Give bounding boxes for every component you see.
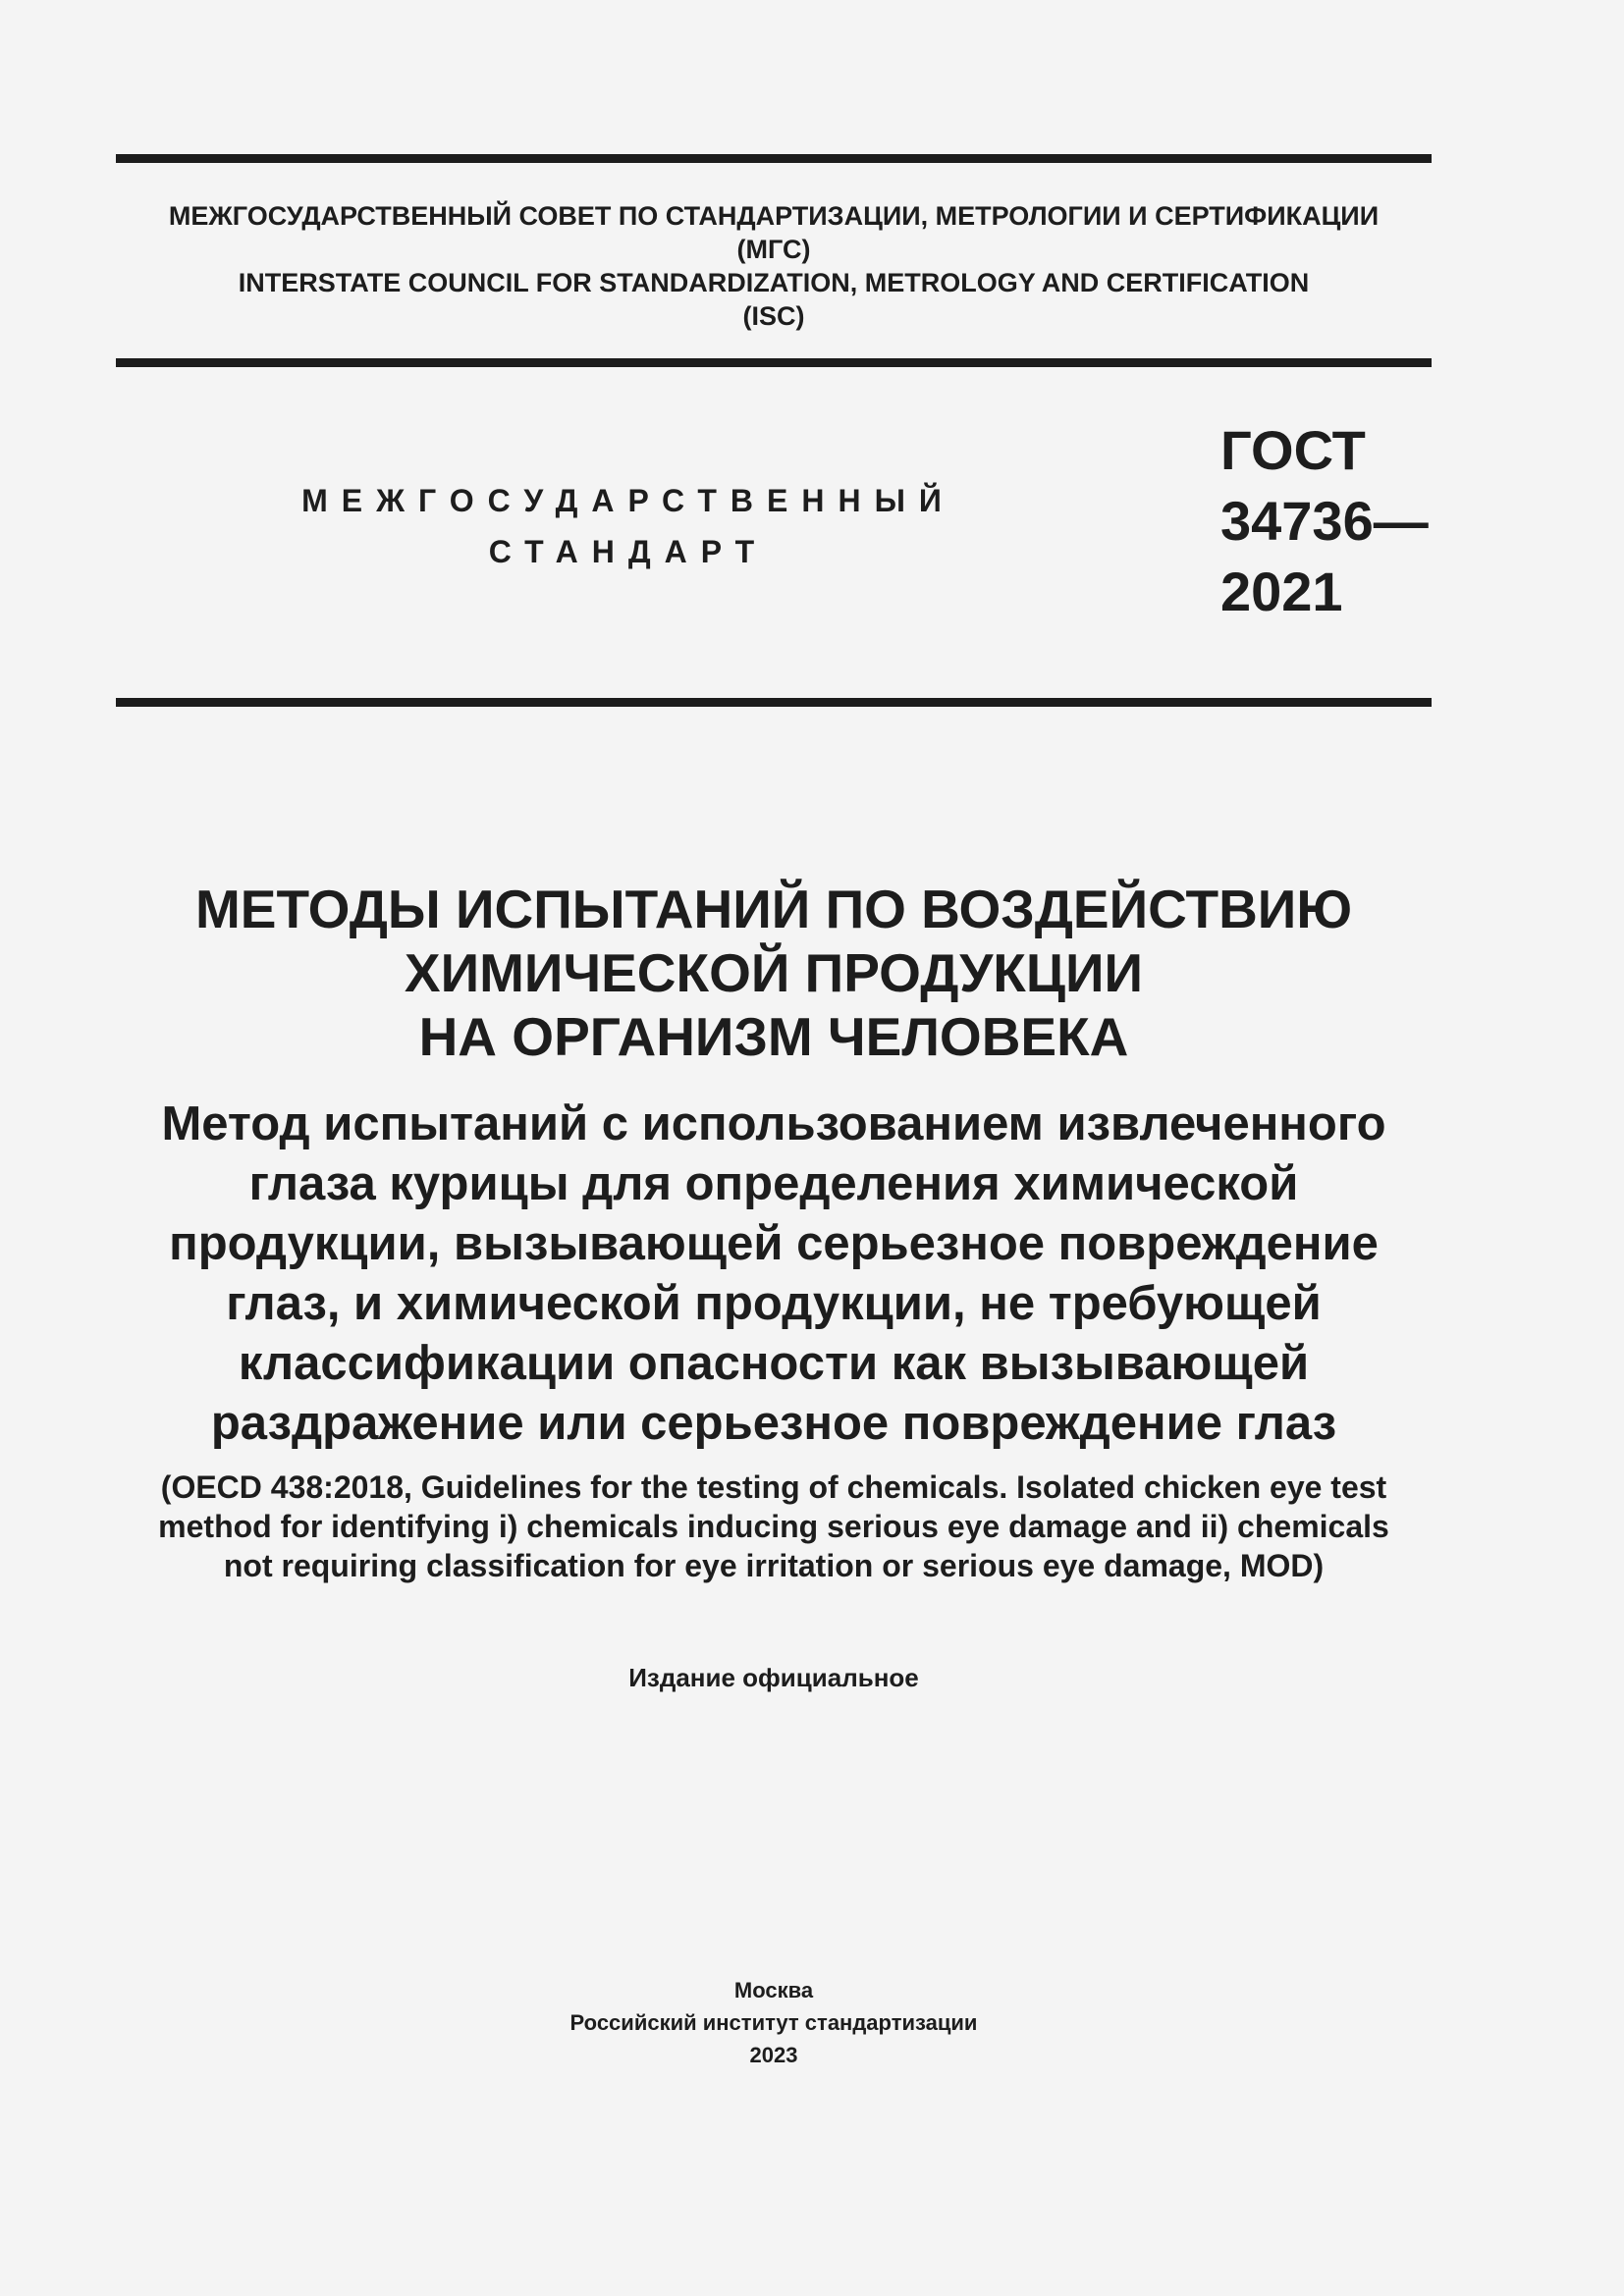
edition-note: Издание официальное: [628, 1663, 919, 1692]
subtitle-line: классификации опасности как вызывающей: [238, 1337, 1310, 1390]
standard-number: 34736—: [1220, 490, 1429, 552]
title-line: НА ОРГАНИЗМ ЧЕЛОВЕКА: [418, 1006, 1129, 1067]
standard-type: [255, 475, 1001, 577]
title-line: МЕТОДЫ ИСПЫТАНИЙ ПО ВОЗДЕЙСТВИЮ: [194, 879, 1353, 939]
oecd-line: (OECD 438:2018, Guidelines for the testing of chemicals. Isolated chicken eye test: [160, 1469, 1387, 1505]
imprint: [116, 1974, 1432, 2071]
council-name-en: INTERSTATE COUNCIL FOR STANDARDIZATION, METROLOGY AND CERTIFICATION: [238, 268, 1310, 297]
imprint-city: Москва: [733, 1978, 814, 2002]
standard-type-line1: МЕЖГОСУДАРСТВЕННЫЙ: [301, 483, 955, 518]
subtitle-line: раздражение или серьезное повреждение глаз: [210, 1397, 1337, 1450]
standard-type-line2: СТАНДАРТ: [488, 534, 769, 569]
council-abbr-en: (ISC): [742, 301, 805, 331]
standard-designation: [1220, 415, 1427, 627]
oecd-line: not requiring classification for eye irritation or serious eye damage, MOD): [223, 1548, 1325, 1583]
subtitle-line: Метод испытаний с использованием извлеченного: [161, 1097, 1386, 1150]
bottom-divider: [116, 698, 1432, 707]
subtitle-line: глаза курицы для определения химической: [248, 1157, 1299, 1210]
subtitle-line: продукции, вызывающей серьезное повреждение: [169, 1217, 1379, 1270]
title-line: ХИМИЧЕСКОЙ ПРОДУКЦИИ: [404, 942, 1144, 1003]
council-name-ru: МЕЖГОСУДАРСТВЕННЫЙ СОВЕТ ПО СТАНДАРТИЗАЦИИ, МЕТРОЛОГИИ И СЕРТИФИКАЦИИ: [168, 201, 1380, 231]
standard-prefix: ГОСТ: [1220, 419, 1366, 481]
oecd-reference: [116, 1468, 1432, 1585]
oecd-line: method for identifying i) chemicals inducing serious eye damage and ii) chemicals: [158, 1509, 1389, 1544]
imprint-year: 2023: [749, 2043, 798, 2067]
document-title: [116, 878, 1432, 1069]
standard-year: 2021: [1220, 561, 1343, 622]
top-divider: [116, 154, 1432, 163]
council-header: [116, 199, 1432, 333]
subtitle-line: глаз, и химической продукции, не требующей: [226, 1277, 1322, 1330]
imprint-publisher: Российский институт стандартизации: [569, 2010, 978, 2035]
middle-divider: [116, 358, 1432, 367]
document-subtitle: [116, 1095, 1432, 1454]
council-abbr-ru: (МГС): [736, 235, 811, 264]
